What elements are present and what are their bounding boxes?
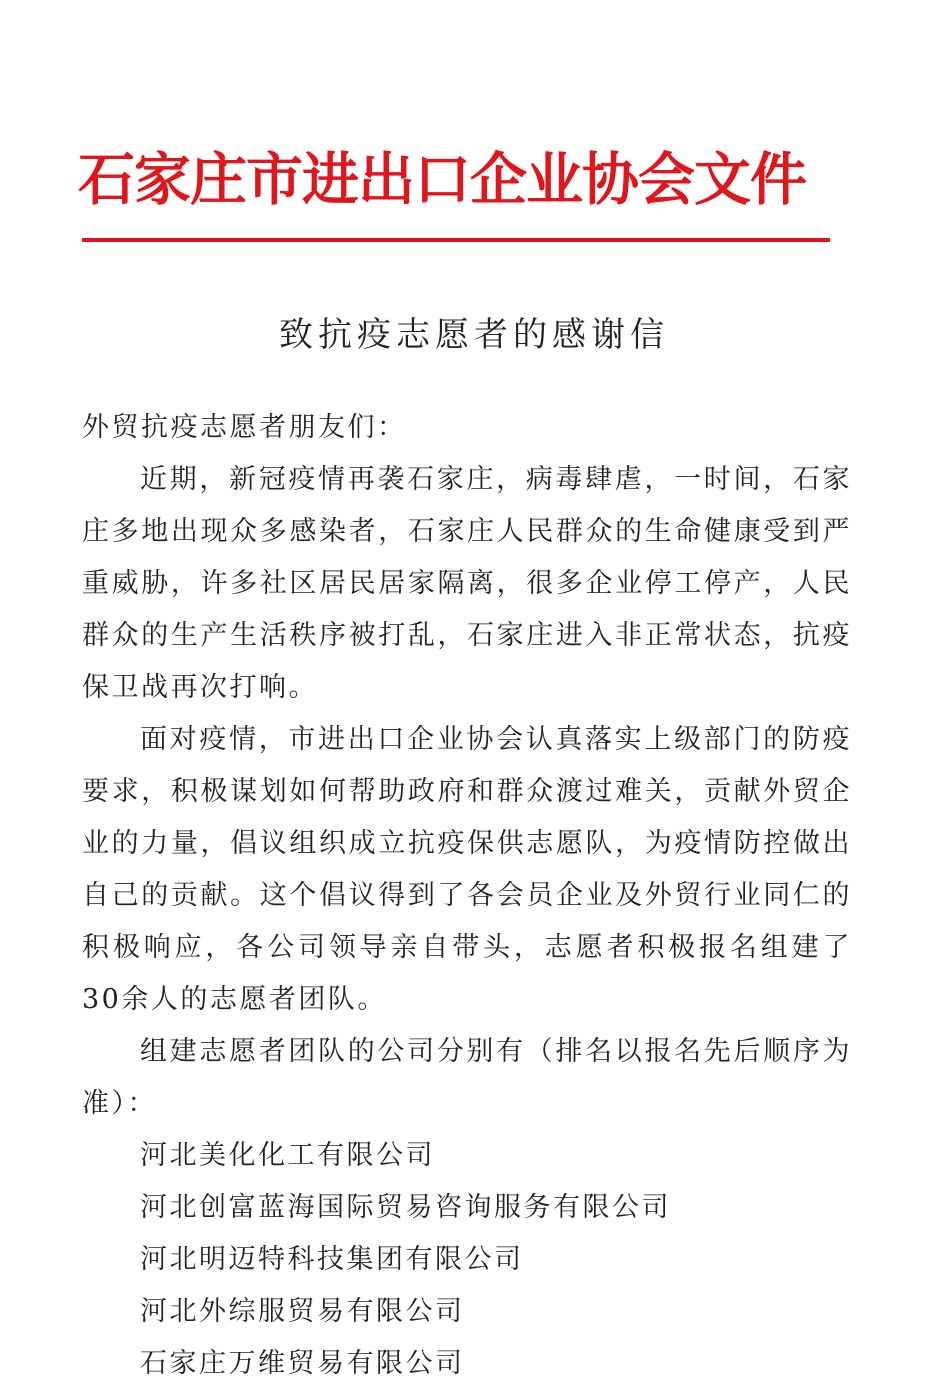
paragraph-outbreak: 近期，新冠疫情再袭石家庄，病毒肆虐，一时间，石家庄多地出现众多感染者，石家庄人民群众的生命健康受到严重威胁，许多社区居民居家隔离，很多企业停工停产，人民群众的生产生活秩序被打乱，石家庄进入非正常状态，抗疫保卫战再次打响。 bbox=[82, 464, 852, 703]
company-item: 石家庄万维贸易有限公司 bbox=[140, 1348, 465, 1379]
letter-title: 致抗疫志愿者的感谢信 bbox=[279, 315, 669, 355]
company-list bbox=[82, 1130, 852, 1390]
company-item: 河北美化化工有限公司 bbox=[140, 1140, 435, 1171]
letter-body bbox=[82, 402, 852, 1390]
masthead-divider bbox=[82, 238, 830, 242]
company-item: 河北明迈特科技集团有限公司 bbox=[140, 1244, 524, 1275]
salutation: 外贸抗疫志愿者朋友们： bbox=[82, 412, 407, 443]
company-item: 河北创富蓝海国际贸易咨询服务有限公司 bbox=[140, 1192, 671, 1223]
paragraph-initiative: 面对疫情，市进出口企业协会认真落实上级部门的防疫要求，积极谋划如何帮助政府和群众渡过难关，贡献外贸企业的力量，倡议组织成立抗疫保供志愿队，为疫情防控做出自己的贡献。这个倡议得到了各会员企业及外贸行业同仁的积极响应，各公司领导亲自带头，志愿者积极报名组建了30余人的志愿者团队。 bbox=[82, 724, 852, 1015]
paragraph-company-intro: 组建志愿者团队的公司分别有（排名以报名先后顺序为准）： bbox=[82, 1036, 852, 1119]
company-item: 河北外综服贸易有限公司 bbox=[140, 1296, 465, 1327]
masthead-title: 石家庄市进出口企业协会文件 bbox=[78, 147, 806, 213]
